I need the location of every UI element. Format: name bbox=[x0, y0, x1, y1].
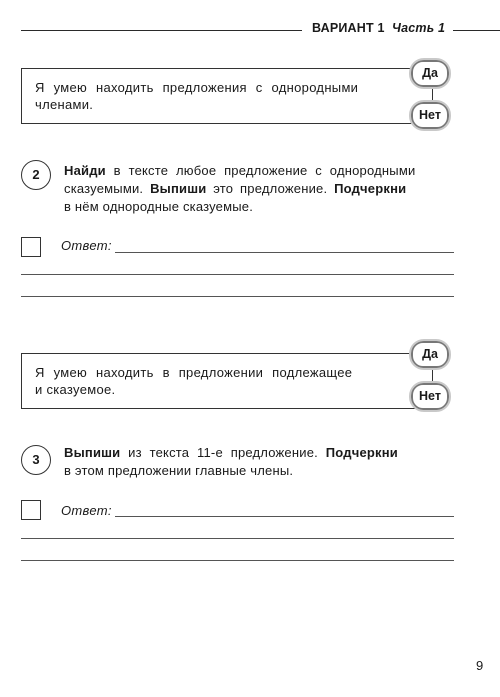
task-2-line1: в тексте любое предложение с однородными bbox=[105, 163, 416, 178]
task-2-line2a: сказуемыми. bbox=[64, 181, 151, 196]
self-check-box-1 bbox=[21, 68, 433, 124]
task-2-verb-find: Найди bbox=[64, 163, 106, 178]
task-2-line2b: это предложение. bbox=[206, 181, 335, 196]
self-check-1-line1: Я умею находить предложения с однородными bbox=[35, 80, 359, 95]
part-label: Часть 1 bbox=[392, 21, 446, 35]
task-3-verb-underline: Подчеркни bbox=[325, 445, 398, 460]
answer-label-2: Ответ: bbox=[61, 238, 112, 253]
header-rule-left bbox=[21, 30, 302, 31]
task-number-2: 2 bbox=[21, 160, 51, 190]
header-title bbox=[312, 21, 445, 35]
answer-line-2a[interactable] bbox=[115, 252, 454, 253]
answer-line-3a[interactable] bbox=[115, 516, 454, 517]
answer-line-2c[interactable] bbox=[21, 296, 454, 297]
no-button-2[interactable]: Нет bbox=[411, 383, 449, 410]
self-check-2-line2: и сказуемое. bbox=[35, 382, 116, 397]
task-3-line1: из текста 11-е предложение. bbox=[120, 445, 326, 460]
variant-label: ВАРИАНТ 1 bbox=[312, 21, 385, 35]
task-3-text bbox=[64, 444, 459, 480]
task-2-verb-write: Выпиши bbox=[150, 181, 207, 196]
self-check-2-line1: Я умею находить в предложении подлежащее bbox=[35, 365, 353, 380]
answer-checkbox-3[interactable] bbox=[21, 500, 41, 520]
page-number: 9 bbox=[476, 658, 484, 673]
task-2-verb-underline: Подчеркни bbox=[334, 181, 407, 196]
no-button-1[interactable]: Нет bbox=[411, 102, 449, 129]
header-rule-right bbox=[453, 30, 500, 31]
answer-line-3c[interactable] bbox=[21, 560, 454, 561]
answer-checkbox-2[interactable] bbox=[21, 237, 41, 257]
task-3-line2: в этом предложении главные члены. bbox=[64, 463, 294, 478]
task-2-text bbox=[64, 162, 459, 216]
yes-button-1[interactable]: Да bbox=[411, 60, 449, 87]
self-check-1-line2: членами. bbox=[35, 97, 94, 112]
answer-line-2b[interactable] bbox=[21, 274, 454, 275]
answer-label-3: Ответ: bbox=[61, 503, 112, 518]
answer-line-3b[interactable] bbox=[21, 538, 454, 539]
yes-button-2[interactable]: Да bbox=[411, 341, 449, 368]
task-number-3: 3 bbox=[21, 445, 51, 475]
task-2-line3: в нём однородные сказуемые. bbox=[64, 199, 254, 214]
task-3-verb-write: Выпиши bbox=[64, 445, 121, 460]
self-check-box-2 bbox=[21, 353, 433, 409]
